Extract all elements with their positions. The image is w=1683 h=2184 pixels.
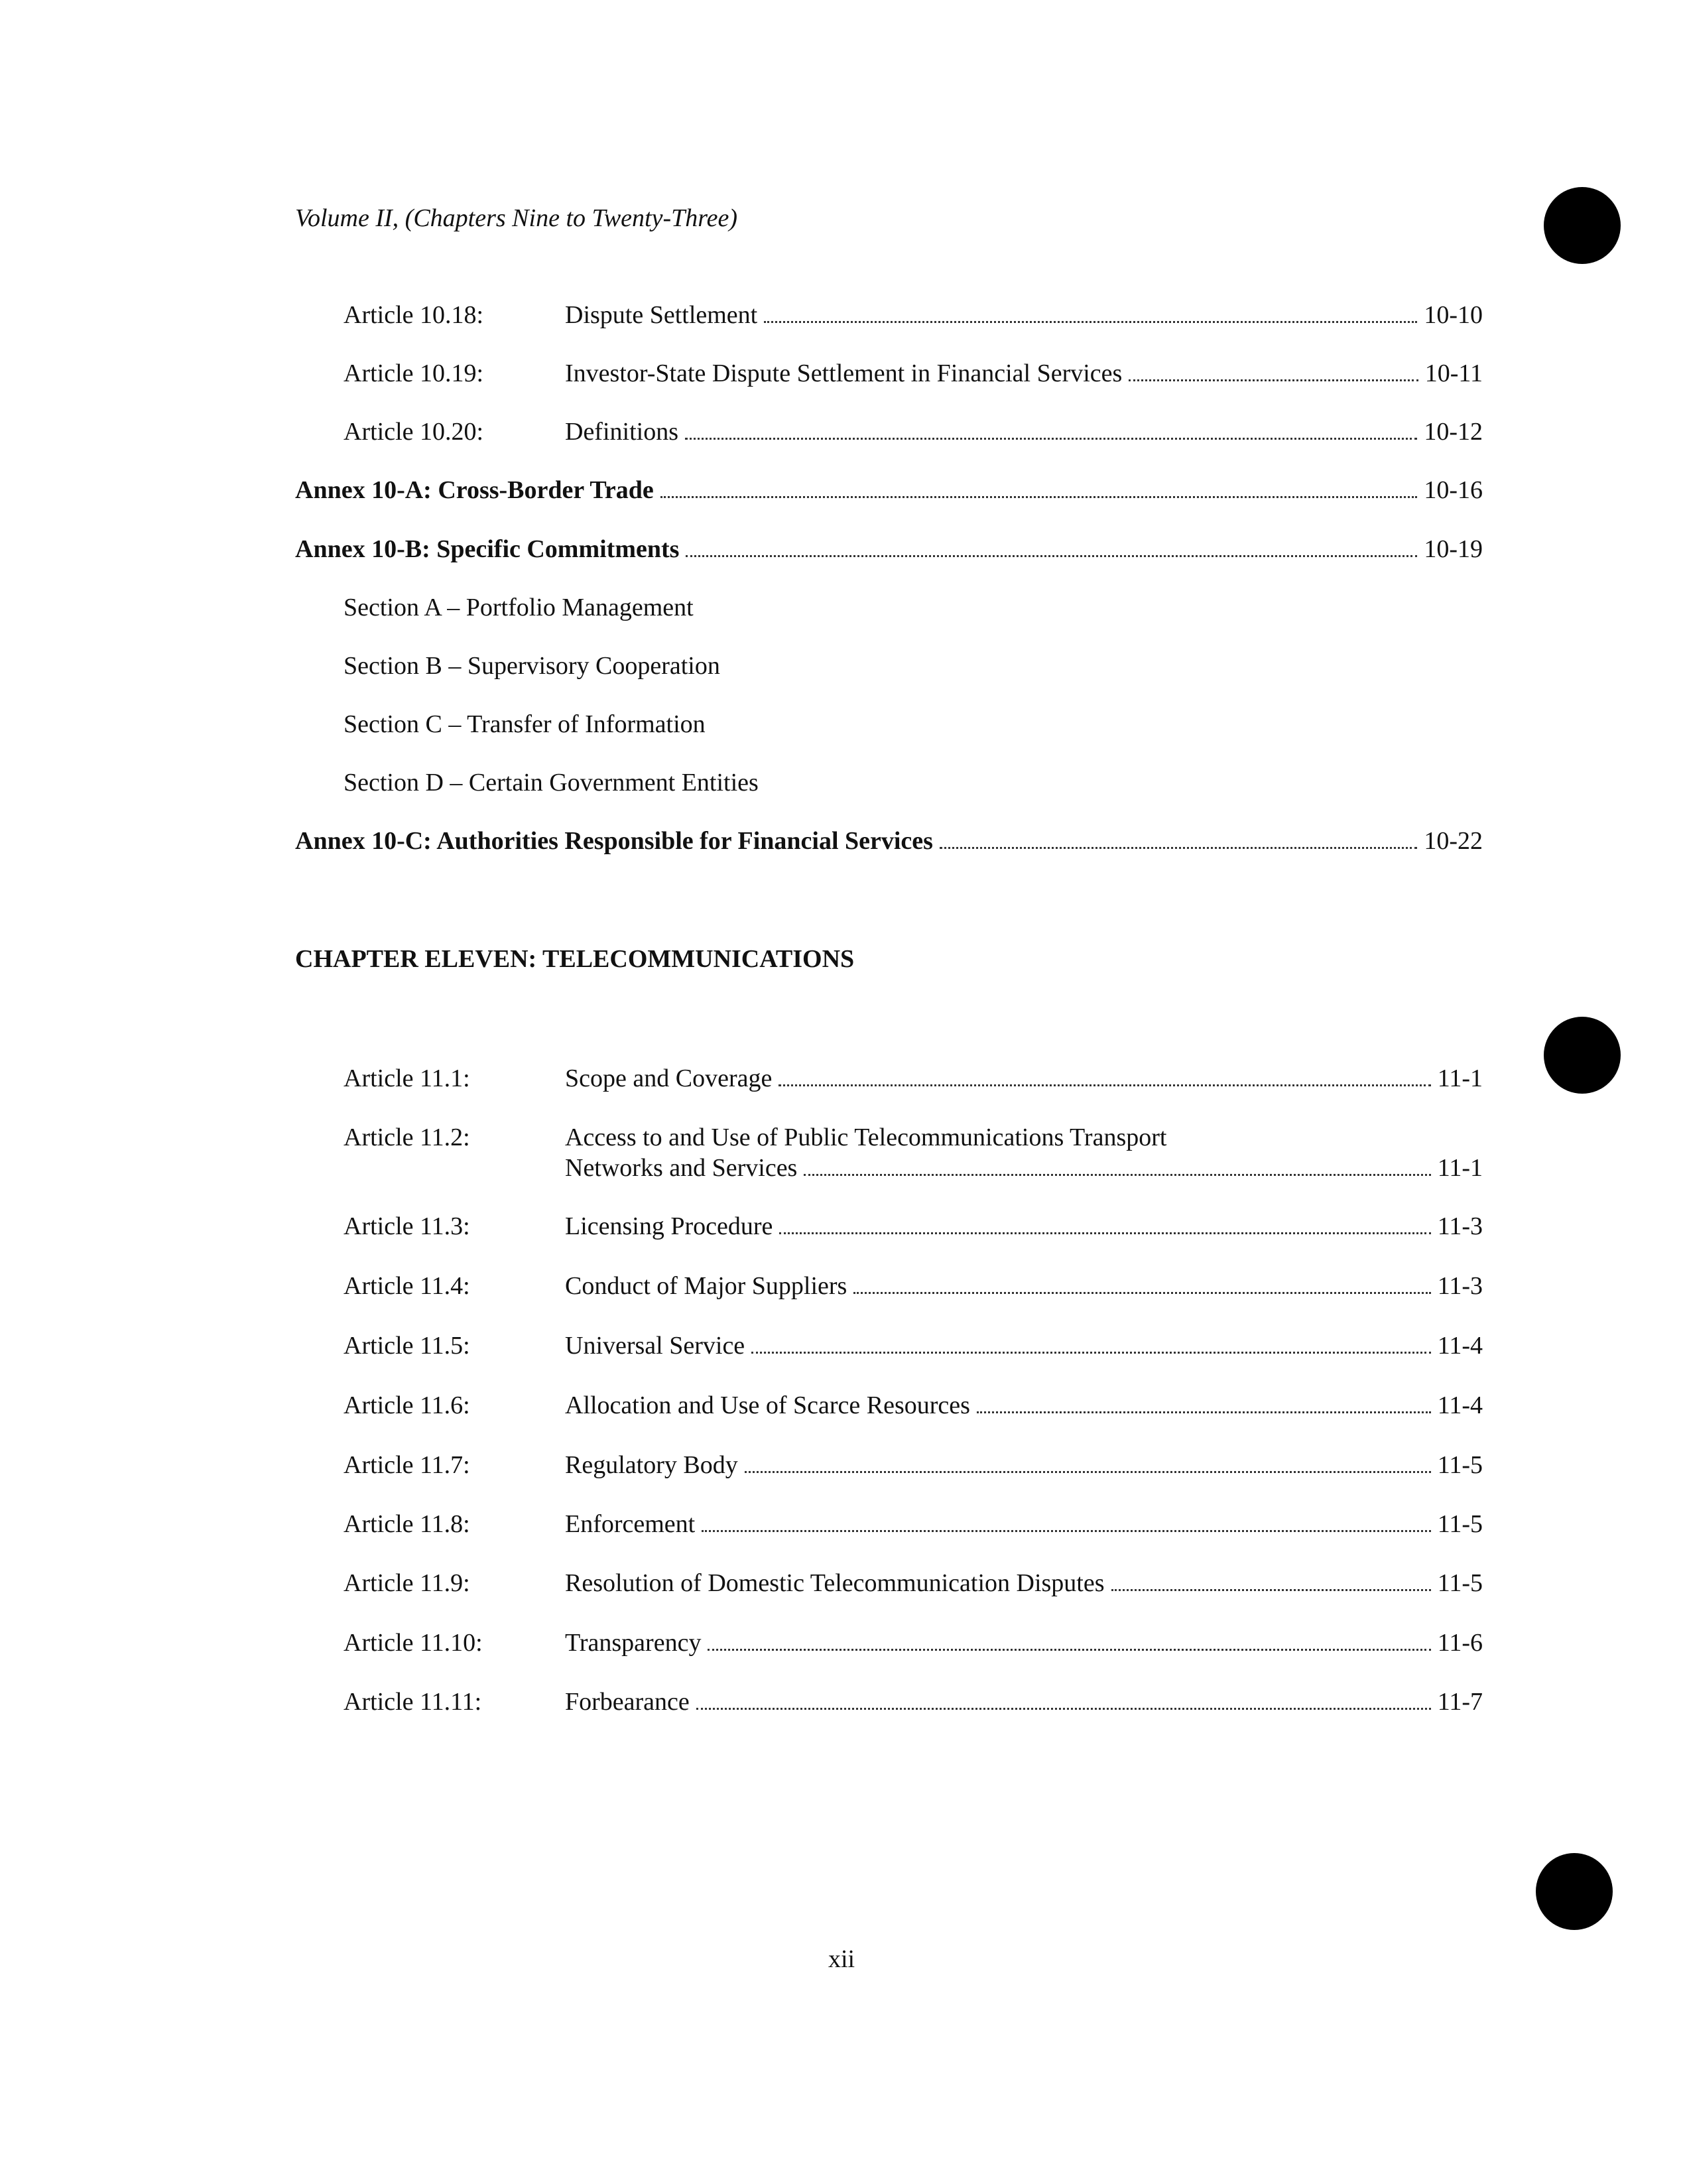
page-reference: 11-5 <box>1437 1451 1483 1479</box>
article-number: Article 11.3: <box>343 1212 470 1240</box>
annex-title: Annex 10-B: Specific Commitments <box>295 535 680 563</box>
page-reference: 10-19 <box>1424 535 1483 563</box>
dot-leader <box>708 1628 1430 1651</box>
section-item: Section B – Supervisory Cooperation <box>343 652 720 680</box>
dot-leader <box>745 1450 1431 1473</box>
toc-row-article-10-18[interactable] <box>343 300 1483 330</box>
article-number: Article 10.20: <box>343 418 484 446</box>
page-reference: 10-16 <box>1424 476 1483 504</box>
toc-row-article-11-5[interactable] <box>343 1330 1483 1361</box>
page-reference: 11-7 <box>1437 1688 1483 1716</box>
dot-leader <box>779 1211 1430 1234</box>
toc-entry <box>565 1211 1483 1242</box>
dot-leader <box>764 300 1417 323</box>
article-title: Regulatory Body <box>565 1451 738 1479</box>
page-reference: 11-4 <box>1437 1391 1483 1419</box>
running-head: Volume II, (Chapters Nine to Twenty-Three) <box>295 204 738 232</box>
article-number: Article 10.19: <box>343 359 484 387</box>
toc-row-article-10-20[interactable] <box>343 417 1483 447</box>
article-title: Universal Service <box>565 1332 745 1360</box>
dot-leader <box>1111 1568 1431 1591</box>
section-item: Section C – Transfer of Information <box>343 710 706 738</box>
article-number: Article 11.6: <box>343 1391 470 1419</box>
page-number: xii <box>828 1945 855 1973</box>
toc-entry <box>565 1450 1483 1480</box>
dot-leader <box>977 1390 1431 1413</box>
article-number: Article 11.4: <box>343 1272 470 1300</box>
toc-row-article-11-9[interactable] <box>343 1568 1483 1598</box>
toc-row-article-11-4[interactable] <box>343 1271 1483 1301</box>
toc-entry <box>565 1271 1483 1301</box>
toc-row-article-11-3[interactable] <box>343 1211 1483 1242</box>
article-title: Scope and Coverage <box>565 1064 773 1092</box>
dot-leader <box>696 1687 1431 1710</box>
page-reference: 10-11 <box>1424 359 1483 387</box>
article-number: Article 11.11: <box>343 1688 482 1716</box>
section-item: Section D – Certain Government Entities <box>343 769 759 797</box>
toc-entry <box>565 1153 1483 1183</box>
article-number: Article 11.1: <box>343 1064 470 1092</box>
page-reference: 10-12 <box>1424 418 1483 446</box>
page-reference: 11-4 <box>1437 1332 1483 1360</box>
toc-row-article-11-6[interactable] <box>343 1390 1483 1421</box>
toc-row-article-11-2[interactable] <box>343 1122 1483 1183</box>
toc-entry <box>565 1509 1483 1539</box>
page-reference: 11-1 <box>1437 1064 1483 1092</box>
page-reference: 11-3 <box>1437 1212 1483 1240</box>
toc-row-article-10-19[interactable] <box>343 358 1483 389</box>
page-reference: 10-22 <box>1424 827 1483 855</box>
dot-leader <box>940 826 1417 849</box>
toc-row-article-11-8[interactable] <box>343 1509 1483 1539</box>
punch-hole-middle <box>1544 1017 1621 1094</box>
article-title: Conduct of Major Suppliers <box>565 1272 847 1300</box>
article-number: Article 11.8: <box>343 1510 470 1538</box>
page-reference: 11-5 <box>1437 1510 1483 1538</box>
toc-entry <box>565 358 1483 389</box>
page-reference: 11-6 <box>1437 1629 1483 1657</box>
dot-leader <box>779 1063 1430 1086</box>
toc-row-article-11-10[interactable] <box>343 1628 1483 1658</box>
page-reference: 11-5 <box>1437 1569 1483 1597</box>
dot-leader <box>1129 358 1418 381</box>
article-number: Article 11.10: <box>343 1629 483 1657</box>
dot-leader <box>686 534 1417 557</box>
article-number: Article 11.7: <box>343 1451 470 1479</box>
article-title: Allocation and Use of Scarce Resources <box>565 1391 970 1419</box>
section-item: Section A – Portfolio Management <box>343 594 694 621</box>
toc-entry <box>295 534 1483 564</box>
toc-entry <box>295 826 1483 856</box>
dot-leader <box>685 417 1417 440</box>
article-title-line1: Access to and Use of Public Telecommunications Transport <box>565 1124 1167 1151</box>
dot-leader <box>804 1153 1430 1176</box>
chapter-heading: CHAPTER ELEVEN: TELECOMMUNICATIONS <box>295 945 855 973</box>
article-title: Forbearance <box>565 1688 690 1716</box>
punch-hole-top <box>1544 187 1621 264</box>
dot-leader <box>702 1509 1431 1532</box>
toc-entry <box>565 1330 1483 1361</box>
article-title: Definitions <box>565 418 678 446</box>
toc-row-annex-10-b[interactable] <box>295 534 1483 564</box>
article-title: Licensing Procedure <box>565 1212 773 1240</box>
toc-entry <box>565 1568 1483 1598</box>
toc-entry <box>565 1687 1483 1717</box>
dot-leader <box>751 1330 1431 1354</box>
toc-entry <box>295 475 1483 505</box>
article-title: Resolution of Domestic Telecommunication Disputes <box>565 1569 1105 1597</box>
annex-title: Annex 10-A: Cross-Border Trade <box>295 476 654 504</box>
toc-row-article-11-7[interactable] <box>343 1450 1483 1480</box>
toc-entry <box>565 1063 1483 1094</box>
toc-entry <box>565 1390 1483 1421</box>
toc-entry <box>565 1628 1483 1658</box>
article-number: Article 11.5: <box>343 1332 470 1360</box>
article-title: Enforcement <box>565 1510 696 1538</box>
toc-row-article-11-11[interactable] <box>343 1687 1483 1717</box>
page-reference: 11-3 <box>1437 1272 1483 1300</box>
article-title: Transparency <box>565 1629 702 1657</box>
page-reference: 11-1 <box>1437 1154 1483 1182</box>
dot-leader <box>853 1271 1430 1294</box>
toc-row-annex-10-a[interactable] <box>295 475 1483 505</box>
toc-entry <box>565 417 1483 447</box>
article-title: Investor-State Dispute Settlement in Financial Services <box>565 359 1123 387</box>
toc-row-annex-10-c[interactable] <box>295 826 1483 856</box>
punch-hole-bottom <box>1536 1853 1613 1930</box>
article-title: Dispute Settlement <box>565 301 758 329</box>
article-number: Article 11.9: <box>343 1569 470 1597</box>
article-title: Networks and Services <box>565 1154 798 1182</box>
toc-row-article-11-1[interactable] <box>343 1063 1483 1094</box>
toc-entry <box>565 300 1483 330</box>
page-reference: 10-10 <box>1424 301 1483 329</box>
article-number: Article 10.18: <box>343 301 484 329</box>
article-number: Article 11.2: <box>343 1124 470 1151</box>
dot-leader <box>660 475 1418 498</box>
annex-title: Annex 10-C: Authorities Responsible for Financial Services <box>295 827 933 855</box>
